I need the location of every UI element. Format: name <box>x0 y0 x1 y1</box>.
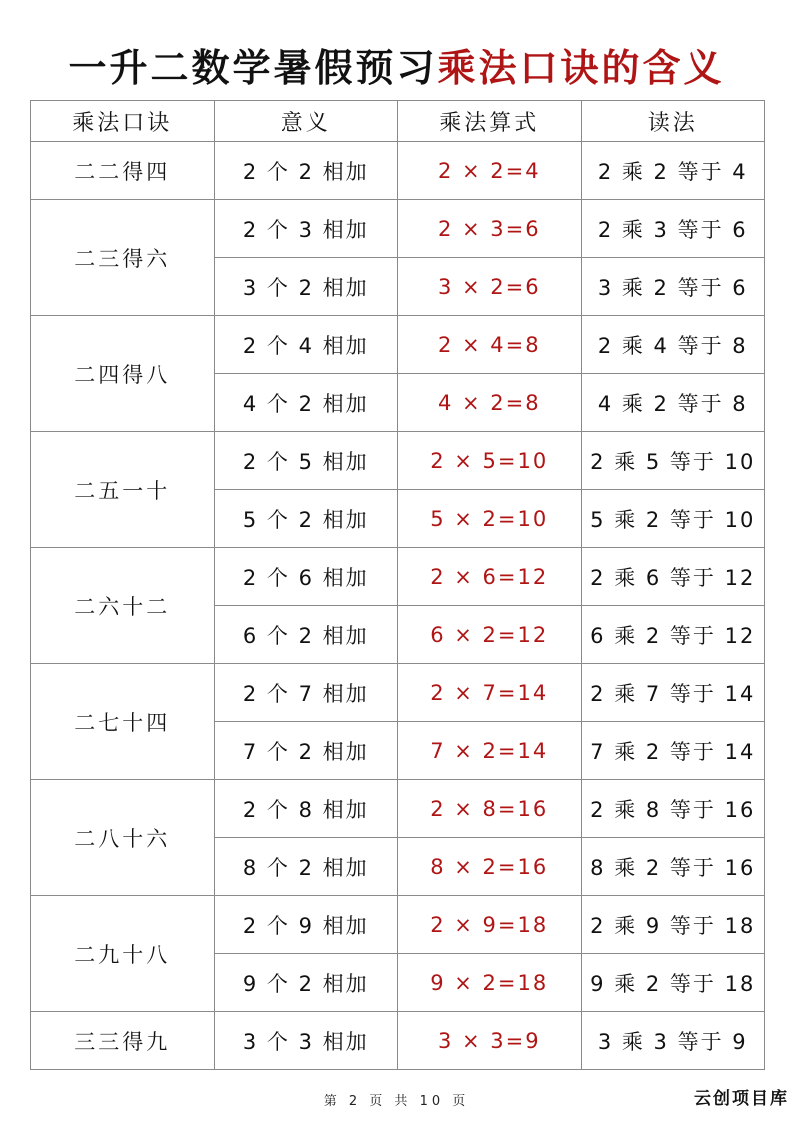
table-row <box>31 780 765 838</box>
footer-suffix: 页 <box>452 1094 470 1109</box>
reading-cell: 2 乘 5 等于 10 <box>581 432 765 490</box>
formula-cell: 7 × 2=14 <box>398 722 582 780</box>
meaning-cell: 2 个 6 相加 <box>214 548 398 606</box>
formula-cell: 6 × 2=12 <box>398 606 582 664</box>
table-row <box>31 142 765 200</box>
formula-cell: 3 × 2=6 <box>398 258 582 316</box>
formula-cell: 2 × 5=10 <box>398 432 582 490</box>
formula-cell: 3 × 3=9 <box>398 1012 582 1070</box>
header-row <box>31 101 765 142</box>
reading-cell: 3 乘 3 等于 9 <box>581 1012 765 1070</box>
meaning-cell: 4 个 2 相加 <box>214 374 398 432</box>
meaning-cell: 5 个 2 相加 <box>214 490 398 548</box>
header-rhyme: 乘法口诀 <box>31 101 215 142</box>
table-row <box>31 664 765 722</box>
meaning-cell: 8 个 2 相加 <box>214 838 398 896</box>
table-row <box>31 896 765 954</box>
meaning-cell: 2 个 2 相加 <box>214 142 398 200</box>
reading-cell: 5 乘 2 等于 10 <box>581 490 765 548</box>
reading-cell: 2 乘 4 等于 8 <box>581 316 765 374</box>
table-row <box>31 432 765 490</box>
reading-cell: 3 乘 2 等于 6 <box>581 258 765 316</box>
title-highlight: 乘法口诀的含义 <box>437 46 725 90</box>
table-row <box>31 548 765 606</box>
meaning-cell: 2 个 8 相加 <box>214 780 398 838</box>
reading-cell: 2 乘 6 等于 12 <box>581 548 765 606</box>
table-row <box>31 200 765 258</box>
formula-cell: 4 × 2=8 <box>398 374 582 432</box>
meaning-cell: 3 个 3 相加 <box>214 1012 398 1070</box>
formula-cell: 2 × 8=16 <box>398 780 582 838</box>
footer-prefix: 第 <box>323 1094 341 1109</box>
formula-cell: 2 × 4=8 <box>398 316 582 374</box>
formula-cell: 2 × 7=14 <box>398 664 582 722</box>
meaning-cell: 2 个 7 相加 <box>214 664 398 722</box>
rhyme-cell: 二三得六 <box>31 200 215 316</box>
rhyme-cell: 二九十八 <box>31 896 215 1012</box>
reading-cell: 7 乘 2 等于 14 <box>581 722 765 780</box>
formula-cell: 2 × 9=18 <box>398 896 582 954</box>
reading-cell: 2 乘 2 等于 4 <box>581 142 765 200</box>
reading-cell: 2 乘 3 等于 6 <box>581 200 765 258</box>
reading-cell: 2 乘 9 等于 18 <box>581 896 765 954</box>
rhyme-cell: 三三得九 <box>31 1012 215 1070</box>
rhyme-cell: 二八十六 <box>31 780 215 896</box>
page-footer <box>0 1090 793 1109</box>
meaning-cell: 3 个 2 相加 <box>214 258 398 316</box>
formula-cell: 2 × 3=6 <box>398 200 582 258</box>
reading-cell: 4 乘 2 等于 8 <box>581 374 765 432</box>
rhyme-cell: 二五一十 <box>31 432 215 548</box>
table-row <box>31 1012 765 1070</box>
header-reading: 读法 <box>581 101 765 142</box>
meaning-cell: 2 个 3 相加 <box>214 200 398 258</box>
table-row <box>31 316 765 374</box>
header-meaning: 意义 <box>214 101 398 142</box>
meaning-cell: 2 个 5 相加 <box>214 432 398 490</box>
formula-cell: 8 × 2=16 <box>398 838 582 896</box>
meaning-cell: 9 个 2 相加 <box>214 954 398 1012</box>
brand-watermark: 云创项目库 <box>694 1089 789 1109</box>
header-formula: 乘法算式 <box>398 101 582 142</box>
meaning-cell: 6 个 2 相加 <box>214 606 398 664</box>
formula-cell: 2 × 6=12 <box>398 548 582 606</box>
meaning-cell: 2 个 4 相加 <box>214 316 398 374</box>
rhyme-cell: 二六十二 <box>31 548 215 664</box>
reading-cell: 6 乘 2 等于 12 <box>581 606 765 664</box>
footer-middle: 页 共 <box>369 1094 412 1109</box>
title-main: 一升二数学暑假预习 <box>68 46 438 90</box>
reading-cell: 9 乘 2 等于 18 <box>581 954 765 1012</box>
formula-cell: 2 × 2=4 <box>398 142 582 200</box>
multiplication-table <box>30 100 765 1070</box>
page-title <box>0 40 793 96</box>
formula-cell: 5 × 2=10 <box>398 490 582 548</box>
footer-total-pages: 10 <box>419 1094 445 1109</box>
rhyme-cell: 二七十四 <box>31 664 215 780</box>
formula-cell: 9 × 2=18 <box>398 954 582 1012</box>
rhyme-cell: 二二得四 <box>31 142 215 200</box>
reading-cell: 2 乘 7 等于 14 <box>581 664 765 722</box>
reading-cell: 8 乘 2 等于 16 <box>581 838 765 896</box>
reading-cell: 2 乘 8 等于 16 <box>581 780 765 838</box>
footer-page-number: 2 <box>348 1094 362 1109</box>
meaning-cell: 2 个 9 相加 <box>214 896 398 954</box>
rhyme-cell: 二四得八 <box>31 316 215 432</box>
meaning-cell: 7 个 2 相加 <box>214 722 398 780</box>
